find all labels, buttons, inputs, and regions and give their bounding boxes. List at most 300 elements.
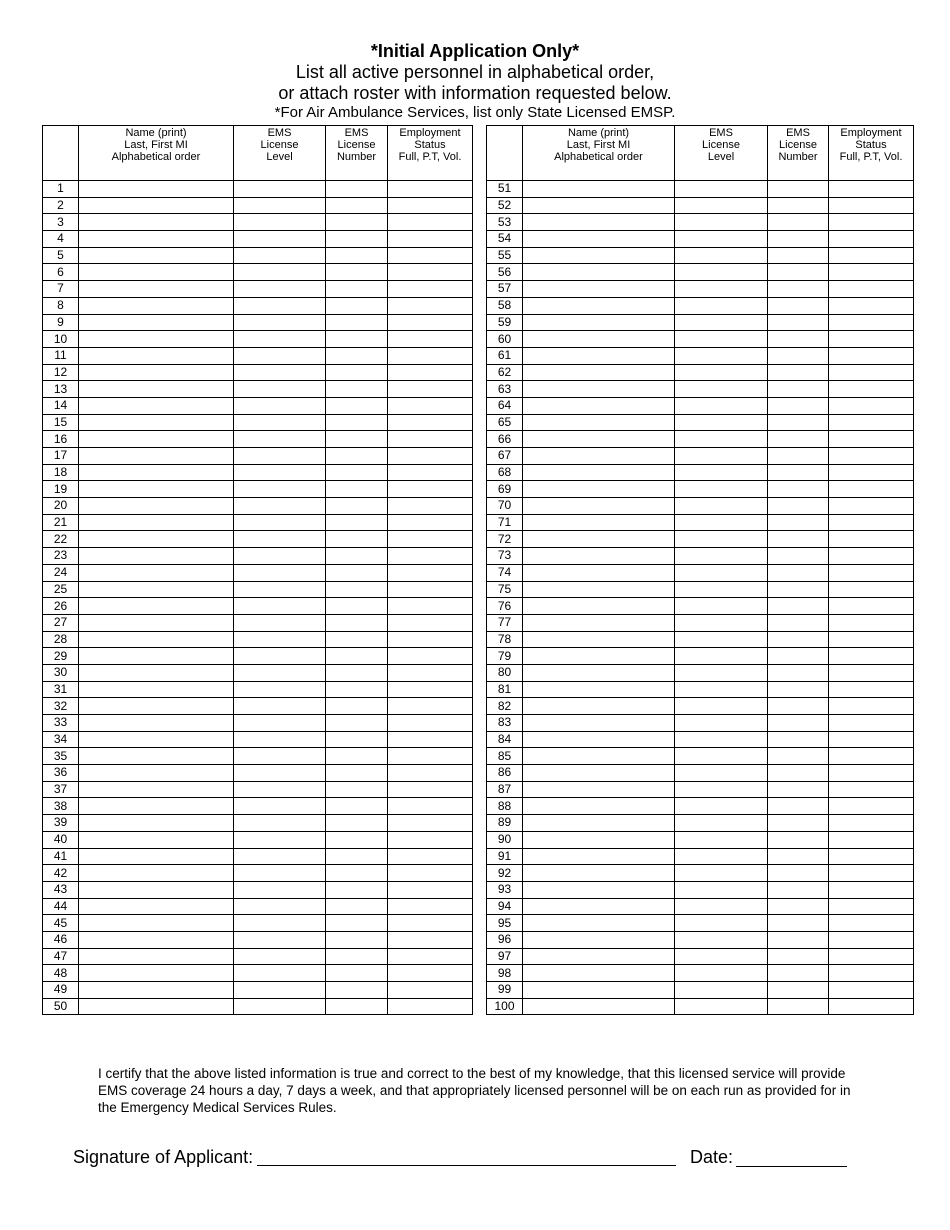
license-number-cell[interactable] bbox=[326, 631, 388, 648]
license-number-cell[interactable] bbox=[326, 831, 388, 848]
license-number-cell[interactable] bbox=[768, 531, 829, 548]
license-number-cell[interactable] bbox=[326, 397, 388, 414]
license-level-cell[interactable] bbox=[675, 581, 768, 598]
license-level-cell[interactable] bbox=[234, 982, 326, 999]
license-number-cell[interactable] bbox=[768, 898, 829, 915]
name-cell[interactable] bbox=[79, 231, 234, 248]
license-level-cell[interactable] bbox=[234, 831, 326, 848]
license-level-cell[interactable] bbox=[675, 915, 768, 932]
license-level-cell[interactable] bbox=[675, 281, 768, 298]
license-number-cell[interactable] bbox=[768, 748, 829, 765]
name-cell[interactable] bbox=[523, 197, 675, 214]
name-cell[interactable] bbox=[523, 214, 675, 231]
name-cell[interactable] bbox=[79, 397, 234, 414]
license-number-cell[interactable] bbox=[326, 798, 388, 815]
license-number-cell[interactable] bbox=[768, 881, 829, 898]
license-level-cell[interactable] bbox=[675, 898, 768, 915]
license-number-cell[interactable] bbox=[326, 915, 388, 932]
license-level-cell[interactable] bbox=[234, 214, 326, 231]
license-number-cell[interactable] bbox=[768, 865, 829, 882]
license-level-cell[interactable] bbox=[675, 197, 768, 214]
license-level-cell[interactable] bbox=[234, 281, 326, 298]
license-level-cell[interactable] bbox=[234, 948, 326, 965]
employment-status-cell[interactable] bbox=[829, 197, 914, 214]
license-number-cell[interactable] bbox=[768, 831, 829, 848]
license-number-cell[interactable] bbox=[326, 998, 388, 1015]
name-cell[interactable] bbox=[523, 698, 675, 715]
license-level-cell[interactable] bbox=[675, 881, 768, 898]
license-level-cell[interactable] bbox=[234, 781, 326, 798]
license-level-cell[interactable] bbox=[675, 231, 768, 248]
license-number-cell[interactable] bbox=[326, 564, 388, 581]
name-cell[interactable] bbox=[79, 765, 234, 782]
license-number-cell[interactable] bbox=[326, 931, 388, 948]
license-number-cell[interactable] bbox=[768, 998, 829, 1015]
name-cell[interactable] bbox=[79, 464, 234, 481]
name-cell[interactable] bbox=[523, 748, 675, 765]
employment-status-cell[interactable] bbox=[388, 264, 473, 281]
license-number-cell[interactable] bbox=[768, 698, 829, 715]
employment-status-cell[interactable] bbox=[829, 498, 914, 515]
license-number-cell[interactable] bbox=[326, 514, 388, 531]
name-cell[interactable] bbox=[523, 681, 675, 698]
name-cell[interactable] bbox=[523, 247, 675, 264]
license-level-cell[interactable] bbox=[234, 931, 326, 948]
employment-status-cell[interactable] bbox=[388, 631, 473, 648]
employment-status-cell[interactable] bbox=[388, 181, 473, 198]
license-level-cell[interactable] bbox=[234, 181, 326, 198]
name-cell[interactable] bbox=[523, 231, 675, 248]
employment-status-cell[interactable] bbox=[388, 314, 473, 331]
license-number-cell[interactable] bbox=[326, 181, 388, 198]
name-cell[interactable] bbox=[79, 631, 234, 648]
license-level-cell[interactable] bbox=[234, 715, 326, 732]
license-number-cell[interactable] bbox=[768, 464, 829, 481]
license-level-cell[interactable] bbox=[675, 464, 768, 481]
employment-status-cell[interactable] bbox=[829, 898, 914, 915]
employment-status-cell[interactable] bbox=[388, 698, 473, 715]
employment-status-cell[interactable] bbox=[388, 681, 473, 698]
employment-status-cell[interactable] bbox=[388, 531, 473, 548]
employment-status-cell[interactable] bbox=[829, 231, 914, 248]
name-cell[interactable] bbox=[523, 915, 675, 932]
license-level-cell[interactable] bbox=[675, 798, 768, 815]
license-number-cell[interactable] bbox=[326, 848, 388, 865]
employment-status-cell[interactable] bbox=[829, 531, 914, 548]
employment-status-cell[interactable] bbox=[388, 915, 473, 932]
license-level-cell[interactable] bbox=[234, 397, 326, 414]
license-level-cell[interactable] bbox=[675, 731, 768, 748]
employment-status-cell[interactable] bbox=[829, 998, 914, 1015]
employment-status-cell[interactable] bbox=[388, 614, 473, 631]
license-level-cell[interactable] bbox=[234, 498, 326, 515]
employment-status-cell[interactable] bbox=[388, 831, 473, 848]
name-cell[interactable] bbox=[523, 414, 675, 431]
name-cell[interactable] bbox=[79, 681, 234, 698]
name-cell[interactable] bbox=[523, 498, 675, 515]
license-number-cell[interactable] bbox=[768, 247, 829, 264]
employment-status-cell[interactable] bbox=[829, 431, 914, 448]
name-cell[interactable] bbox=[79, 347, 234, 364]
license-level-cell[interactable] bbox=[234, 731, 326, 748]
employment-status-cell[interactable] bbox=[829, 798, 914, 815]
license-number-cell[interactable] bbox=[326, 731, 388, 748]
license-number-cell[interactable] bbox=[326, 231, 388, 248]
license-number-cell[interactable] bbox=[326, 698, 388, 715]
name-cell[interactable] bbox=[79, 264, 234, 281]
license-level-cell[interactable] bbox=[675, 564, 768, 581]
employment-status-cell[interactable] bbox=[829, 247, 914, 264]
name-cell[interactable] bbox=[523, 347, 675, 364]
name-cell[interactable] bbox=[523, 664, 675, 681]
employment-status-cell[interactable] bbox=[829, 514, 914, 531]
license-level-cell[interactable] bbox=[675, 781, 768, 798]
employment-status-cell[interactable] bbox=[829, 931, 914, 948]
employment-status-cell[interactable] bbox=[388, 898, 473, 915]
employment-status-cell[interactable] bbox=[388, 765, 473, 782]
name-cell[interactable] bbox=[79, 514, 234, 531]
license-level-cell[interactable] bbox=[234, 581, 326, 598]
employment-status-cell[interactable] bbox=[829, 748, 914, 765]
name-cell[interactable] bbox=[79, 865, 234, 882]
name-cell[interactable] bbox=[523, 381, 675, 398]
employment-status-cell[interactable] bbox=[388, 731, 473, 748]
license-level-cell[interactable] bbox=[234, 898, 326, 915]
license-level-cell[interactable] bbox=[675, 865, 768, 882]
license-level-cell[interactable] bbox=[234, 481, 326, 498]
name-cell[interactable] bbox=[79, 197, 234, 214]
license-number-cell[interactable] bbox=[768, 648, 829, 665]
license-level-cell[interactable] bbox=[675, 381, 768, 398]
employment-status-cell[interactable] bbox=[829, 815, 914, 832]
employment-status-cell[interactable] bbox=[829, 965, 914, 982]
employment-status-cell[interactable] bbox=[829, 364, 914, 381]
name-cell[interactable] bbox=[523, 898, 675, 915]
license-number-cell[interactable] bbox=[326, 965, 388, 982]
license-level-cell[interactable] bbox=[234, 197, 326, 214]
employment-status-cell[interactable] bbox=[829, 481, 914, 498]
license-level-cell[interactable] bbox=[675, 931, 768, 948]
name-cell[interactable] bbox=[79, 564, 234, 581]
employment-status-cell[interactable] bbox=[388, 664, 473, 681]
license-number-cell[interactable] bbox=[326, 481, 388, 498]
name-cell[interactable] bbox=[79, 297, 234, 314]
license-level-cell[interactable] bbox=[675, 598, 768, 615]
employment-status-cell[interactable] bbox=[388, 498, 473, 515]
name-cell[interactable] bbox=[523, 948, 675, 965]
license-number-cell[interactable] bbox=[326, 498, 388, 515]
license-level-cell[interactable] bbox=[675, 831, 768, 848]
employment-status-cell[interactable] bbox=[388, 815, 473, 832]
employment-status-cell[interactable] bbox=[388, 715, 473, 732]
name-cell[interactable] bbox=[523, 397, 675, 414]
license-number-cell[interactable] bbox=[768, 314, 829, 331]
license-number-cell[interactable] bbox=[326, 197, 388, 214]
employment-status-cell[interactable] bbox=[829, 948, 914, 965]
license-number-cell[interactable] bbox=[768, 815, 829, 832]
employment-status-cell[interactable] bbox=[829, 715, 914, 732]
license-level-cell[interactable] bbox=[675, 314, 768, 331]
name-cell[interactable] bbox=[523, 798, 675, 815]
employment-status-cell[interactable] bbox=[829, 347, 914, 364]
name-cell[interactable] bbox=[523, 431, 675, 448]
license-level-cell[interactable] bbox=[675, 648, 768, 665]
license-level-cell[interactable] bbox=[234, 648, 326, 665]
employment-status-cell[interactable] bbox=[388, 931, 473, 948]
name-cell[interactable] bbox=[79, 931, 234, 948]
license-number-cell[interactable] bbox=[326, 598, 388, 615]
license-number-cell[interactable] bbox=[768, 548, 829, 565]
name-cell[interactable] bbox=[523, 815, 675, 832]
name-cell[interactable] bbox=[523, 998, 675, 1015]
license-level-cell[interactable] bbox=[675, 998, 768, 1015]
employment-status-cell[interactable] bbox=[829, 831, 914, 848]
name-cell[interactable] bbox=[523, 848, 675, 865]
license-level-cell[interactable] bbox=[675, 181, 768, 198]
license-level-cell[interactable] bbox=[675, 264, 768, 281]
name-cell[interactable] bbox=[79, 548, 234, 565]
name-cell[interactable] bbox=[79, 581, 234, 598]
license-level-cell[interactable] bbox=[234, 965, 326, 982]
license-level-cell[interactable] bbox=[675, 347, 768, 364]
employment-status-cell[interactable] bbox=[829, 214, 914, 231]
name-cell[interactable] bbox=[523, 514, 675, 531]
license-number-cell[interactable] bbox=[768, 664, 829, 681]
license-number-cell[interactable] bbox=[768, 965, 829, 982]
employment-status-cell[interactable] bbox=[388, 781, 473, 798]
license-number-cell[interactable] bbox=[768, 281, 829, 298]
license-number-cell[interactable] bbox=[326, 982, 388, 999]
license-number-cell[interactable] bbox=[326, 614, 388, 631]
employment-status-cell[interactable] bbox=[829, 631, 914, 648]
name-cell[interactable] bbox=[79, 698, 234, 715]
employment-status-cell[interactable] bbox=[388, 197, 473, 214]
license-level-cell[interactable] bbox=[234, 314, 326, 331]
license-number-cell[interactable] bbox=[326, 865, 388, 882]
license-number-cell[interactable] bbox=[768, 264, 829, 281]
name-cell[interactable] bbox=[523, 982, 675, 999]
name-cell[interactable] bbox=[79, 815, 234, 832]
license-level-cell[interactable] bbox=[234, 881, 326, 898]
license-number-cell[interactable] bbox=[768, 948, 829, 965]
license-level-cell[interactable] bbox=[234, 848, 326, 865]
license-level-cell[interactable] bbox=[675, 614, 768, 631]
employment-status-cell[interactable] bbox=[829, 181, 914, 198]
name-cell[interactable] bbox=[79, 498, 234, 515]
employment-status-cell[interactable] bbox=[388, 431, 473, 448]
employment-status-cell[interactable] bbox=[388, 881, 473, 898]
license-level-cell[interactable] bbox=[234, 765, 326, 782]
employment-status-cell[interactable] bbox=[388, 214, 473, 231]
license-level-cell[interactable] bbox=[675, 664, 768, 681]
name-cell[interactable] bbox=[79, 965, 234, 982]
license-number-cell[interactable] bbox=[768, 514, 829, 531]
name-cell[interactable] bbox=[523, 865, 675, 882]
employment-status-cell[interactable] bbox=[829, 581, 914, 598]
name-cell[interactable] bbox=[523, 648, 675, 665]
license-number-cell[interactable] bbox=[326, 781, 388, 798]
employment-status-cell[interactable] bbox=[388, 865, 473, 882]
license-number-cell[interactable] bbox=[326, 765, 388, 782]
name-cell[interactable] bbox=[79, 364, 234, 381]
license-number-cell[interactable] bbox=[768, 598, 829, 615]
license-level-cell[interactable] bbox=[675, 815, 768, 832]
employment-status-cell[interactable] bbox=[388, 748, 473, 765]
employment-status-cell[interactable] bbox=[388, 581, 473, 598]
license-level-cell[interactable] bbox=[234, 998, 326, 1015]
license-number-cell[interactable] bbox=[768, 498, 829, 515]
employment-status-cell[interactable] bbox=[829, 614, 914, 631]
license-level-cell[interactable] bbox=[234, 247, 326, 264]
license-level-cell[interactable] bbox=[675, 414, 768, 431]
license-number-cell[interactable] bbox=[326, 664, 388, 681]
employment-status-cell[interactable] bbox=[388, 247, 473, 264]
name-cell[interactable] bbox=[79, 915, 234, 932]
license-level-cell[interactable] bbox=[675, 631, 768, 648]
employment-status-cell[interactable] bbox=[829, 781, 914, 798]
license-number-cell[interactable] bbox=[768, 397, 829, 414]
license-number-cell[interactable] bbox=[768, 297, 829, 314]
name-cell[interactable] bbox=[79, 748, 234, 765]
license-level-cell[interactable] bbox=[234, 264, 326, 281]
name-cell[interactable] bbox=[79, 247, 234, 264]
license-level-cell[interactable] bbox=[675, 364, 768, 381]
name-cell[interactable] bbox=[79, 998, 234, 1015]
employment-status-cell[interactable] bbox=[829, 397, 914, 414]
employment-status-cell[interactable] bbox=[829, 381, 914, 398]
employment-status-cell[interactable] bbox=[829, 564, 914, 581]
license-number-cell[interactable] bbox=[768, 414, 829, 431]
employment-status-cell[interactable] bbox=[388, 331, 473, 348]
license-number-cell[interactable] bbox=[768, 181, 829, 198]
license-number-cell[interactable] bbox=[768, 681, 829, 698]
name-cell[interactable] bbox=[523, 264, 675, 281]
license-level-cell[interactable] bbox=[234, 464, 326, 481]
license-level-cell[interactable] bbox=[234, 297, 326, 314]
license-number-cell[interactable] bbox=[768, 781, 829, 798]
license-level-cell[interactable] bbox=[675, 548, 768, 565]
license-level-cell[interactable] bbox=[675, 698, 768, 715]
name-cell[interactable] bbox=[523, 631, 675, 648]
license-level-cell[interactable] bbox=[234, 681, 326, 698]
employment-status-cell[interactable] bbox=[388, 231, 473, 248]
license-level-cell[interactable] bbox=[675, 948, 768, 965]
name-cell[interactable] bbox=[523, 614, 675, 631]
license-number-cell[interactable] bbox=[326, 414, 388, 431]
employment-status-cell[interactable] bbox=[829, 881, 914, 898]
name-cell[interactable] bbox=[523, 364, 675, 381]
employment-status-cell[interactable] bbox=[829, 297, 914, 314]
name-cell[interactable] bbox=[79, 848, 234, 865]
license-level-cell[interactable] bbox=[234, 231, 326, 248]
employment-status-cell[interactable] bbox=[388, 598, 473, 615]
name-cell[interactable] bbox=[79, 448, 234, 465]
name-cell[interactable] bbox=[79, 598, 234, 615]
employment-status-cell[interactable] bbox=[829, 314, 914, 331]
employment-status-cell[interactable] bbox=[829, 281, 914, 298]
license-number-cell[interactable] bbox=[768, 214, 829, 231]
employment-status-cell[interactable] bbox=[388, 548, 473, 565]
license-level-cell[interactable] bbox=[234, 815, 326, 832]
license-number-cell[interactable] bbox=[326, 815, 388, 832]
license-level-cell[interactable] bbox=[675, 965, 768, 982]
name-cell[interactable] bbox=[523, 831, 675, 848]
name-cell[interactable] bbox=[79, 881, 234, 898]
license-level-cell[interactable] bbox=[234, 448, 326, 465]
license-level-cell[interactable] bbox=[234, 514, 326, 531]
license-level-cell[interactable] bbox=[234, 347, 326, 364]
license-number-cell[interactable] bbox=[768, 715, 829, 732]
license-level-cell[interactable] bbox=[675, 982, 768, 999]
name-cell[interactable] bbox=[523, 281, 675, 298]
employment-status-cell[interactable] bbox=[388, 397, 473, 414]
license-number-cell[interactable] bbox=[326, 898, 388, 915]
license-number-cell[interactable] bbox=[768, 197, 829, 214]
name-cell[interactable] bbox=[523, 481, 675, 498]
employment-status-cell[interactable] bbox=[388, 381, 473, 398]
license-level-cell[interactable] bbox=[234, 364, 326, 381]
name-cell[interactable] bbox=[79, 731, 234, 748]
license-number-cell[interactable] bbox=[326, 431, 388, 448]
employment-status-cell[interactable] bbox=[388, 514, 473, 531]
license-number-cell[interactable] bbox=[326, 715, 388, 732]
license-level-cell[interactable] bbox=[675, 765, 768, 782]
name-cell[interactable] bbox=[79, 664, 234, 681]
license-level-cell[interactable] bbox=[234, 748, 326, 765]
employment-status-cell[interactable] bbox=[388, 297, 473, 314]
license-level-cell[interactable] bbox=[675, 214, 768, 231]
license-number-cell[interactable] bbox=[768, 915, 829, 932]
employment-status-cell[interactable] bbox=[829, 264, 914, 281]
name-cell[interactable] bbox=[523, 564, 675, 581]
license-number-cell[interactable] bbox=[768, 614, 829, 631]
license-number-cell[interactable] bbox=[768, 331, 829, 348]
license-number-cell[interactable] bbox=[326, 681, 388, 698]
license-number-cell[interactable] bbox=[326, 247, 388, 264]
employment-status-cell[interactable] bbox=[829, 731, 914, 748]
name-cell[interactable] bbox=[523, 297, 675, 314]
name-cell[interactable] bbox=[523, 531, 675, 548]
name-cell[interactable] bbox=[79, 948, 234, 965]
employment-status-cell[interactable] bbox=[388, 998, 473, 1015]
employment-status-cell[interactable] bbox=[388, 364, 473, 381]
name-cell[interactable] bbox=[79, 531, 234, 548]
license-number-cell[interactable] bbox=[768, 448, 829, 465]
license-number-cell[interactable] bbox=[326, 297, 388, 314]
employment-status-cell[interactable] bbox=[388, 948, 473, 965]
license-level-cell[interactable] bbox=[234, 598, 326, 615]
name-cell[interactable] bbox=[523, 965, 675, 982]
license-number-cell[interactable] bbox=[768, 364, 829, 381]
name-cell[interactable] bbox=[523, 715, 675, 732]
license-number-cell[interactable] bbox=[326, 581, 388, 598]
license-level-cell[interactable] bbox=[675, 397, 768, 414]
name-cell[interactable] bbox=[79, 214, 234, 231]
name-cell[interactable] bbox=[79, 614, 234, 631]
name-cell[interactable] bbox=[79, 831, 234, 848]
name-cell[interactable] bbox=[79, 798, 234, 815]
employment-status-cell[interactable] bbox=[388, 648, 473, 665]
name-cell[interactable] bbox=[79, 414, 234, 431]
employment-status-cell[interactable] bbox=[388, 414, 473, 431]
name-cell[interactable] bbox=[79, 715, 234, 732]
name-cell[interactable] bbox=[79, 781, 234, 798]
license-number-cell[interactable] bbox=[768, 347, 829, 364]
license-level-cell[interactable] bbox=[234, 431, 326, 448]
employment-status-cell[interactable] bbox=[829, 648, 914, 665]
license-level-cell[interactable] bbox=[675, 681, 768, 698]
name-cell[interactable] bbox=[79, 331, 234, 348]
